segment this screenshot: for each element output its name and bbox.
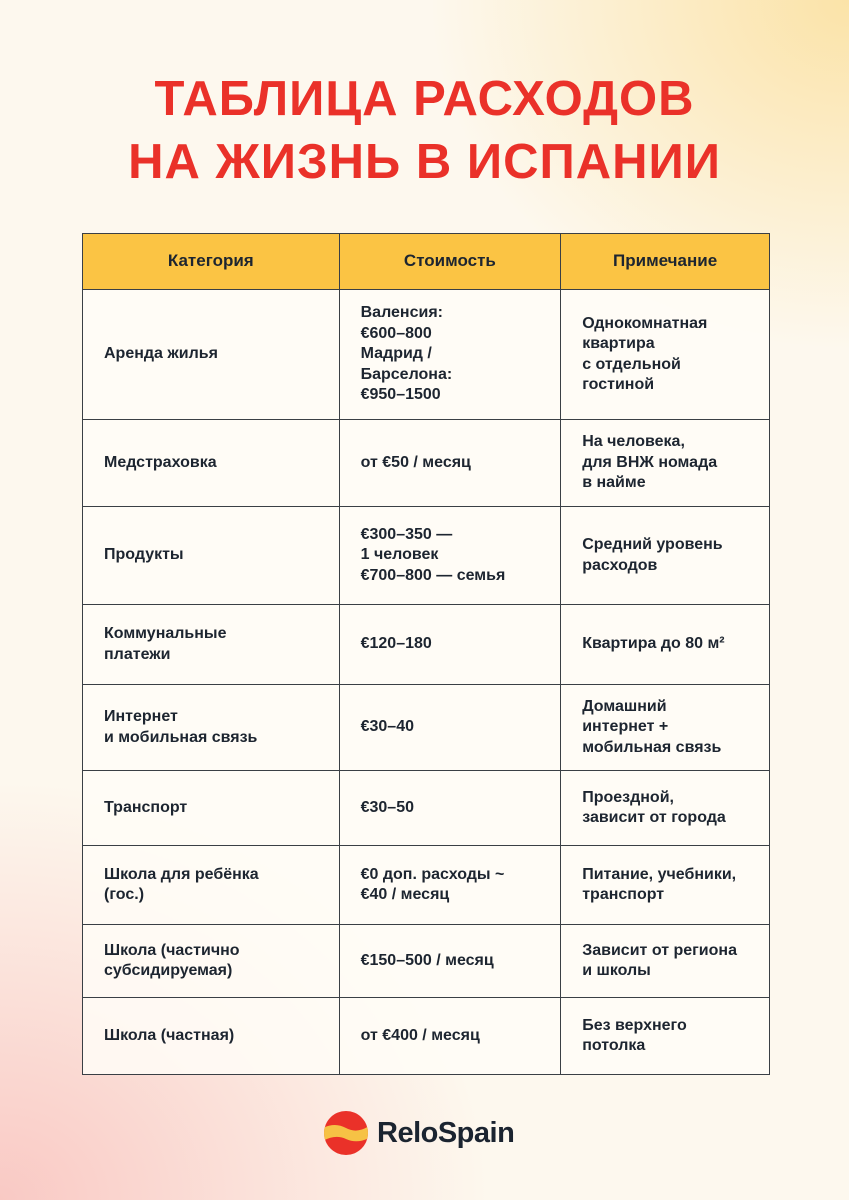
cell-note: Питание, учебники, транспорт <box>561 846 770 925</box>
cell-category: Транспорт <box>83 771 340 846</box>
cell-category: Школа (частная) <box>83 998 340 1075</box>
cell-cost: €300–350 — 1 человек €700–800 — семья <box>339 507 561 605</box>
table-row <box>83 998 770 1075</box>
cell-note: Квартира до 80 м² <box>561 605 770 685</box>
header-note: Примечание <box>561 234 770 290</box>
cell-note: Проездной, зависит от города <box>561 771 770 846</box>
cell-category: Школа для ребёнка (гос.) <box>83 846 340 925</box>
cell-note: Без верхнего потолка <box>561 998 770 1075</box>
cell-cost: €30–50 <box>339 771 561 846</box>
table-header-row <box>83 234 770 290</box>
cell-cost: от €50 / месяц <box>339 420 561 507</box>
cell-cost: €120–180 <box>339 605 561 685</box>
cell-cost: €30–40 <box>339 685 561 771</box>
table-row <box>83 290 770 420</box>
table-row <box>83 846 770 925</box>
cell-category: Школа (частично субсидируемая) <box>83 925 340 998</box>
cell-note: На человека, для ВНЖ номада в найме <box>561 420 770 507</box>
cell-category: Продукты <box>83 507 340 605</box>
cell-cost: Валенсия: €600–800 Мадрид / Барселона: €950–1500 <box>339 290 561 420</box>
table-row <box>83 420 770 507</box>
page-title: ТАБЛИЦА РАСХОДОВ НА ЖИЗНЬ В ИСПАНИИ <box>128 72 721 189</box>
spain-flag-ball-icon <box>323 1110 369 1156</box>
cell-cost: €150–500 / месяц <box>339 925 561 998</box>
cell-category: Медстраховка <box>83 420 340 507</box>
table-row <box>83 771 770 846</box>
cell-category: Интернет и мобильная связь <box>83 685 340 771</box>
header-category: Категория <box>83 234 340 290</box>
cell-cost: €0 доп. расходы ~ €40 / месяц <box>339 846 561 925</box>
cell-category: Аренда жилья <box>83 290 340 420</box>
table-row <box>83 925 770 998</box>
header-cost: Стоимость <box>339 234 561 290</box>
expenses-table <box>82 233 770 1075</box>
cell-note: Домашний интернет + мобильная связь <box>561 685 770 771</box>
table-row <box>83 605 770 685</box>
cell-category: Коммунальные платежи <box>83 605 340 685</box>
cell-note: Однокомнатная квартира с отдельной гостиной <box>561 290 770 420</box>
table-row <box>83 507 770 605</box>
cell-note: Зависит от региона и школы <box>561 925 770 998</box>
logo-text: ReloSpain <box>377 1116 515 1149</box>
relospain-logo <box>323 1110 514 1156</box>
table-row <box>83 685 770 771</box>
cell-cost: от €400 / месяц <box>339 998 561 1075</box>
cell-note: Средний уровень расходов <box>561 507 770 605</box>
